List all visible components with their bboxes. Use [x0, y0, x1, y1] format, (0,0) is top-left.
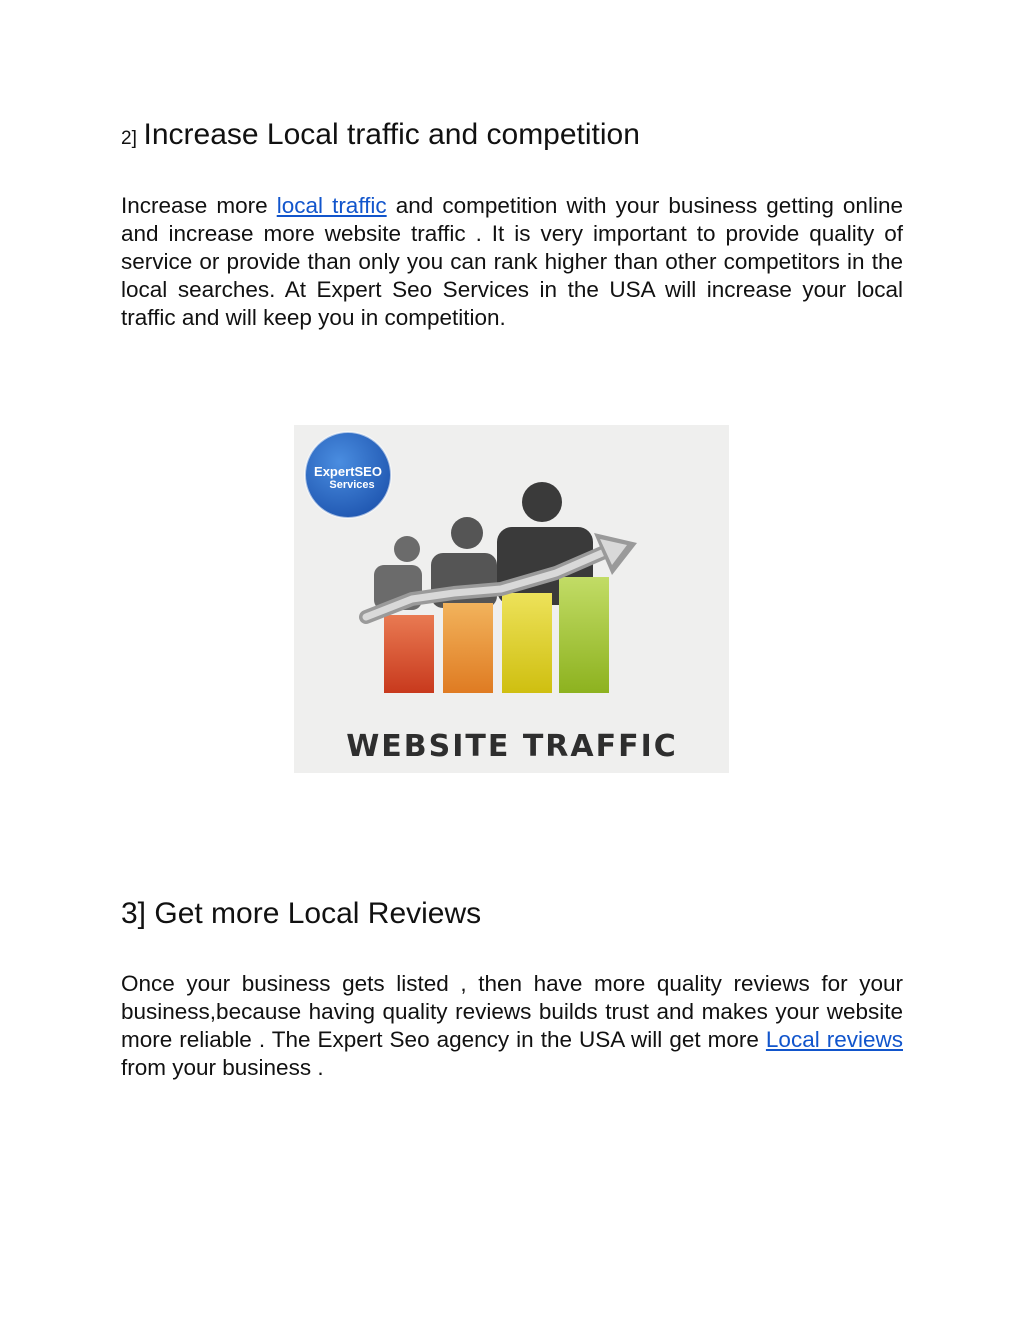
- section-2-text-start: Increase more: [121, 193, 268, 218]
- section-3-text-start: Once your business gets listed , then have more quality reviews for your business,because having quality reviews builds trust and makes your website more reliable . The Expert Seo agency in the USA will get more: [121, 971, 903, 1052]
- section-2-title: Increase Local traffic and competition: [143, 118, 640, 151]
- expert-seo-logo-icon: [305, 432, 391, 518]
- section-3-paragraph: [121, 970, 903, 1082]
- section-3-heading: 3] Get more Local Reviews: [121, 897, 482, 930]
- bar-2: [443, 603, 493, 693]
- logo-line-2: Services: [329, 479, 375, 491]
- section-2-number: 2]: [121, 128, 137, 149]
- bar-3: [502, 593, 552, 693]
- local-reviews-link[interactable]: Local reviews: [765, 1027, 903, 1052]
- logo-line-1: ExpertSEO: [314, 464, 382, 479]
- section-2-paragraph: [121, 192, 903, 332]
- bar-4: [559, 577, 609, 693]
- website-traffic-image: [294, 425, 729, 773]
- section-3-text-end: from your business .: [121, 1055, 324, 1080]
- local-traffic-link[interactable]: local traffic: [276, 193, 387, 218]
- section-2-text-end: and competition with your business getting online and increase more website traffic . It is very important to provide quality of service or provide than only you can rank higher than other competitors in the local searches. At Expert Seo Services in the USA will increase your local traffic and will keep you in competition.: [121, 193, 903, 330]
- figure-caption: WEBSITE TRAFFIC: [346, 729, 678, 764]
- bar-1: [384, 615, 434, 693]
- section-2-heading: [121, 118, 640, 152]
